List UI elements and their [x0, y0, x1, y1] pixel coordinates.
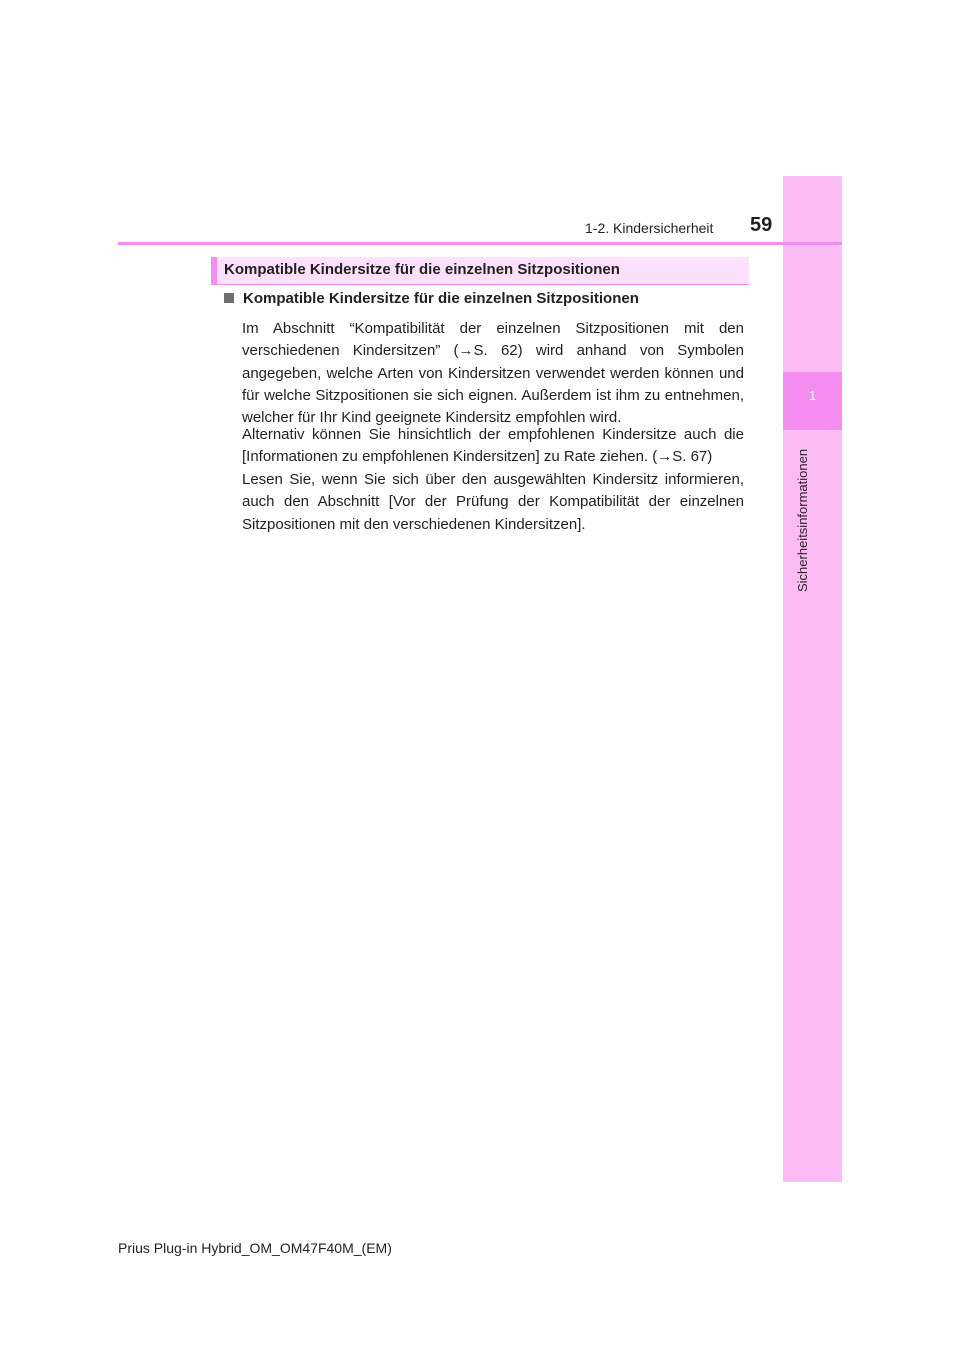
- paragraph-read-also: Lesen Sie, wenn Sie sich über den ausgewählten Kindersitz informieren, auch den Abschnitt [Vor der Prüfung der Kompatibilität der einzelnen Sitzpositionen mit den verschiedenen Kindersitzen].: [242, 471, 744, 533]
- sub-heading-text: Kompatible Kindersitze für die einzelnen Sitzpositionen: [243, 290, 639, 307]
- section-title-bar: [211, 257, 749, 285]
- running-head: 1-2. Kindersicherheit: [585, 220, 714, 236]
- square-bullet-icon: [224, 293, 234, 303]
- sub-heading: [224, 290, 639, 307]
- chapter-number: 1: [808, 388, 817, 403]
- paragraph-recommended: Alternativ können Sie hinsichtlich der empfohlenen Kindersitze auch die [Informationen zu empfohlenen Kindersitzen] zu Rate ziehen. (→S. 67): [242, 426, 744, 466]
- chapter-number-box: [783, 372, 842, 430]
- page-number: 59: [750, 214, 773, 236]
- header-rule: [118, 242, 842, 245]
- section-title: Kompatible Kindersitze für die einzelnen Sitzpositionen: [224, 261, 620, 278]
- footer-document-id: Prius Plug-in Hybrid_OM_OM47F40M_(EM): [118, 1240, 392, 1256]
- chapter-label: Sicherheitsinformationen: [795, 448, 810, 592]
- section-accent: [211, 257, 217, 285]
- paragraph-compatibility: Im Abschnitt “Kompatibilität der einzelnen Sitzpositionen mit den verschiedenen Kindersitzen” (→S. 62) wird anhand von Symbolen angegeben, welche Arten von Kindersitzen verwendet werden können und für welche Sitzpositionen sie sich eignen. Außerdem ist ihm zu entnehmen, welcher für Ihr Kind geeignete Kindersitz empfohlen wird.: [242, 320, 744, 427]
- chapter-side-tab: [783, 176, 842, 1182]
